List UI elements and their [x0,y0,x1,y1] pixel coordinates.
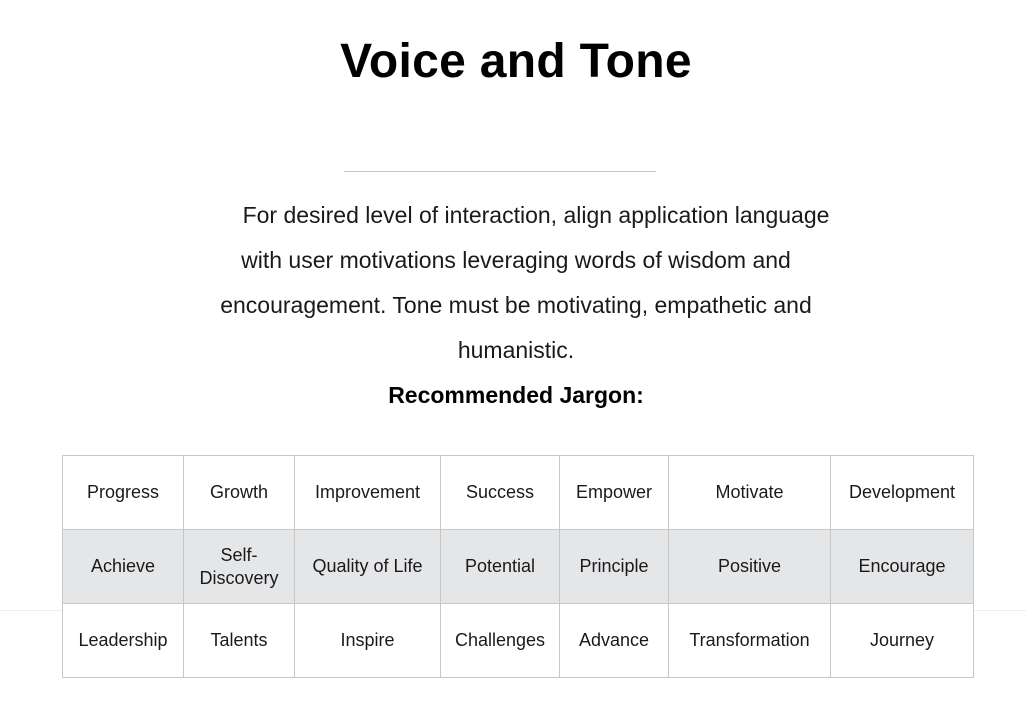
jargon-cell: Challenges [441,604,560,678]
intro-block [190,193,842,418]
jargon-cell: Empower [560,456,669,530]
jargon-cell: Leadership [63,604,184,678]
jargon-cell: Achieve [63,530,184,604]
jargon-cell: Development [831,456,974,530]
jargon-cell: Transformation [669,604,831,678]
table-row [63,530,974,604]
jargon-cell: Journey [831,604,974,678]
jargon-cell: Progress [63,456,184,530]
jargon-cell: Motivate [669,456,831,530]
jargon-cell: Growth [184,456,295,530]
jargon-table [62,455,974,678]
jargon-cell: Self-Discovery [184,530,295,604]
jargon-cell: Positive [669,530,831,604]
jargon-cell: Talents [184,604,295,678]
jargon-cell: Principle [560,530,669,604]
table-row [63,604,974,678]
jargon-cell: Quality of Life [295,530,441,604]
jargon-cell: Success [441,456,560,530]
intro-paragraph: For desired level of interaction, align application language with user motivations leveraging words of wisdom and encouragement. Tone must be motivating, empathetic and humanistic. [220,202,830,363]
accent-divider [344,171,656,172]
page-title: Voice and Tone [340,35,692,88]
jargon-cell: Inspire [295,604,441,678]
jargon-cell: Advance [560,604,669,678]
jargon-cell: Potential [441,530,560,604]
jargon-cell: Improvement [295,456,441,530]
jargon-cell: Encourage [831,530,974,604]
jargon-heading: Recommended Jargon: [388,382,644,408]
table-row [63,456,974,530]
